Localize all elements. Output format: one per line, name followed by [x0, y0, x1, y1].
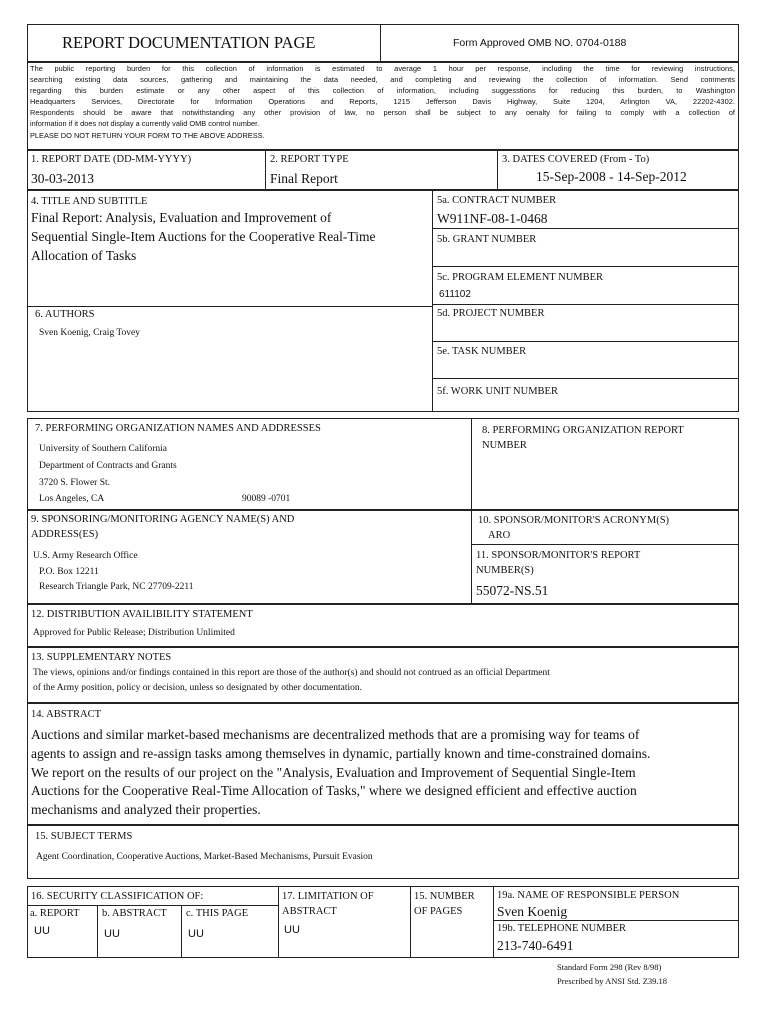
- security-classification-label: 16. SECURITY CLASSIFICATION OF:: [31, 891, 204, 902]
- work-unit-number-label: 5f. WORK UNIT NUMBER: [437, 386, 558, 397]
- task-divider: [432, 378, 739, 379]
- title-line: Allocation of Tasks: [31, 248, 137, 263]
- bottom-divider-abstract: [181, 905, 182, 958]
- sponsoring-label: 9. SPONSORING/MONITORING AGENCY NAME(S) AND: [31, 514, 295, 525]
- standard-form-note: Standard Form 298 (Rev 8/98): [557, 962, 662, 972]
- limitation-label-2: ABSTRACT: [282, 906, 337, 917]
- distribution-value: Approved for Public Release; Distribution Unlimited: [33, 628, 235, 638]
- sponsoring-line: Research Triangle Park, NC 27709-2211: [39, 582, 194, 592]
- abstract-line: Auctions and similar market-based mechanisms are decentralized methods that are a promising way for teams of: [31, 727, 640, 742]
- abstract-class-label: b. ABSTRACT: [102, 908, 167, 919]
- authors-label: 6. AUTHORS: [35, 309, 95, 320]
- ansi-note: Prescribed by ANSI Std. Z39.18: [557, 976, 668, 986]
- header-divider: [380, 24, 381, 62]
- contract-number-label: 5a. CONTRACT NUMBER: [437, 195, 557, 206]
- task-number-label: 5e. TASK NUMBER: [437, 346, 527, 357]
- performing-report-label: 8. PERFORMING ORGANIZATION REPORT: [482, 425, 684, 436]
- subject-terms-value: Agent Coordination, Cooperative Auctions, Market-Based Mechanisms, Pursuit Evasion: [36, 852, 373, 862]
- number-of-pages-label: 15. NUMBER: [414, 891, 475, 902]
- program-divider: [432, 304, 739, 305]
- supplementary-line: The views, opinions and/or findings contained in this report are those of the author(s) and should not contrued as an official Department: [33, 668, 550, 678]
- bottom-divider-pages: [410, 886, 411, 958]
- abstract-line: We report on the results of our project on the "Analysis, Evaluation and Improvement of Sequential Single-Item: [31, 765, 636, 780]
- bottom-divider-limitation: [278, 886, 279, 958]
- dates-covered-value: 15-Sep-2008 - 14-Sep-2012: [536, 169, 687, 184]
- phone-divider: [493, 920, 739, 921]
- telephone-value: 213-740-6491: [497, 938, 574, 953]
- performing-org-label: 7. PERFORMING ORGANIZATION NAMES AND ADDRESSES: [35, 423, 321, 434]
- bottom-divider-person: [493, 886, 494, 958]
- acronym-label: 10. SPONSOR/MONITOR'S ACRONYM(S): [478, 515, 670, 526]
- limitation-label: 17. LIMITATION OF: [282, 891, 374, 902]
- performing-report-label-2: NUMBER: [482, 440, 527, 451]
- abstract-line: agents to assign and re-assign tasks among themselves in dynamic, partially known and time-constrained domains.: [31, 746, 651, 761]
- report-date-value: 30-03-2013: [31, 171, 94, 186]
- burden-line: Headquarters Services, Directorate for Information Operations and Reports, 1215 Jefferson Davis Highway, Suite 1204, Arlington VA, 22202-4302.: [30, 97, 735, 106]
- sponsoring-label-2: ADDRESS(ES): [31, 529, 99, 540]
- abstract-label: 14. ABSTRACT: [31, 709, 102, 720]
- acronym-value: ARO: [488, 530, 511, 541]
- sponsor-report-label: 11. SPONSOR/MONITOR'S REPORT: [476, 550, 641, 561]
- supplementary-label: 13. SUPPLEMENTARY NOTES: [31, 652, 172, 663]
- project-number-label: 5d. PROJECT NUMBER: [437, 308, 545, 319]
- grant-number-label: 5b. GRANT NUMBER: [437, 234, 537, 245]
- telephone-label: 19b. TELEPHONE NUMBER: [497, 923, 627, 934]
- responsible-person-label: 19a. NAME OF RESPONSIBLE PERSON: [497, 890, 680, 901]
- title-line: Final Report: Analysis, Evaluation and Improvement of: [31, 210, 332, 225]
- contract-divider: [432, 228, 739, 229]
- row1-divider-b: [497, 150, 498, 190]
- grant-divider: [432, 266, 739, 267]
- performing-divider: [471, 418, 472, 510]
- page-class-value: UU: [188, 928, 204, 940]
- performing-org-line: Department of Contracts and Grants: [39, 461, 177, 471]
- sponsor-report-label-2: NUMBER(S): [476, 565, 534, 576]
- supplementary-line: of the Army position, policy or decision, unless so designated by other documentation.: [33, 683, 363, 693]
- report-type-value: Final Report: [270, 171, 338, 186]
- authors-value: Sven Koenig, Craig Tovey: [39, 328, 141, 338]
- performing-org-zip: 90089 -0701: [242, 494, 291, 504]
- page-class-label: c. THIS PAGE: [186, 908, 249, 919]
- distribution-label: 12. DISTRIBUTION AVAILIBILITY STATEMENT: [31, 609, 253, 620]
- contract-number-value: W911NF-08-1-0468: [437, 211, 548, 226]
- bottom-divider-report: [97, 905, 98, 958]
- report-class-label: a. REPORT: [30, 908, 80, 919]
- title-label: 4. TITLE AND SUBTITLE: [31, 196, 148, 207]
- abstract-class-value: UU: [104, 928, 120, 940]
- authors-divider: [27, 306, 432, 307]
- performing-org-line: 3720 S. Flower St.: [39, 478, 110, 488]
- subject-terms-label: 15. SUBJECT TERMS: [35, 831, 133, 842]
- security-subdivider: [27, 905, 278, 906]
- abstract-line: Auctions for the Cooperative Real-Time Allocation of Tasks," where we designed efficient and effective auction: [31, 783, 637, 798]
- burden-line: searching existing data sources, gathering and maintaining the data needed, and completing and reviewing the collection of information. Send comments: [30, 75, 735, 84]
- performing-org-city: Los Angeles, CA: [39, 494, 105, 504]
- form-title: REPORT DOCUMENTATION PAGE: [62, 33, 316, 52]
- burden-line: Respondents should be aware that notwithstanding any other provision of law, no person shall be subject to any oenalty for failing to comply with a collection of: [30, 108, 735, 117]
- burden-line: PLEASE DO NOT RETURN YOUR FORM TO THE ABOVE ADDRESS.: [30, 131, 265, 140]
- sponsoring-line: P.O. Box 12211: [39, 567, 99, 577]
- title-line: Sequential Single-Item Auctions for the Cooperative Real-Time: [31, 229, 376, 244]
- burden-line: regarding this burden estimate or any other aspect of this collection of information, including suggesstions for reducing this burden, to Washington: [30, 86, 735, 95]
- responsible-person-value: Sven Koenig: [497, 904, 568, 919]
- abstract-line: mechanisms and analyzed their properties.: [31, 802, 261, 817]
- number-of-pages-label-2: OF PAGES: [414, 906, 463, 917]
- report-date-label: 1. REPORT DATE (DD-MM-YYYY): [31, 154, 192, 165]
- sponsoring-line: U.S. Army Research Office: [33, 551, 138, 561]
- burden-line: information if it does not display a currently valid OMB control number.: [30, 119, 260, 128]
- row1-divider-a: [265, 150, 266, 190]
- limitation-value: UU: [284, 924, 300, 936]
- sponsoring-divider: [471, 510, 472, 604]
- performing-org-line: University of Southern California: [39, 444, 167, 454]
- acronym-divider: [471, 544, 739, 545]
- program-element-value: 611102: [439, 289, 471, 300]
- program-element-label: 5c. PROGRAM ELEMENT NUMBER: [437, 272, 604, 283]
- report-class-value: UU: [34, 925, 50, 937]
- omb-number: Form Approved OMB NO. 0704-0188: [453, 37, 627, 49]
- project-divider: [432, 341, 739, 342]
- report-type-label: 2. REPORT TYPE: [270, 154, 349, 165]
- burden-line: The public reporting burden for this collection of information is estimated to average 1 hour per response, including the time for reviewing instructions,: [30, 64, 735, 73]
- dates-covered-label: 3. DATES COVERED (From - To): [502, 154, 650, 165]
- sponsor-report-number: 55072-NS.51: [476, 583, 549, 598]
